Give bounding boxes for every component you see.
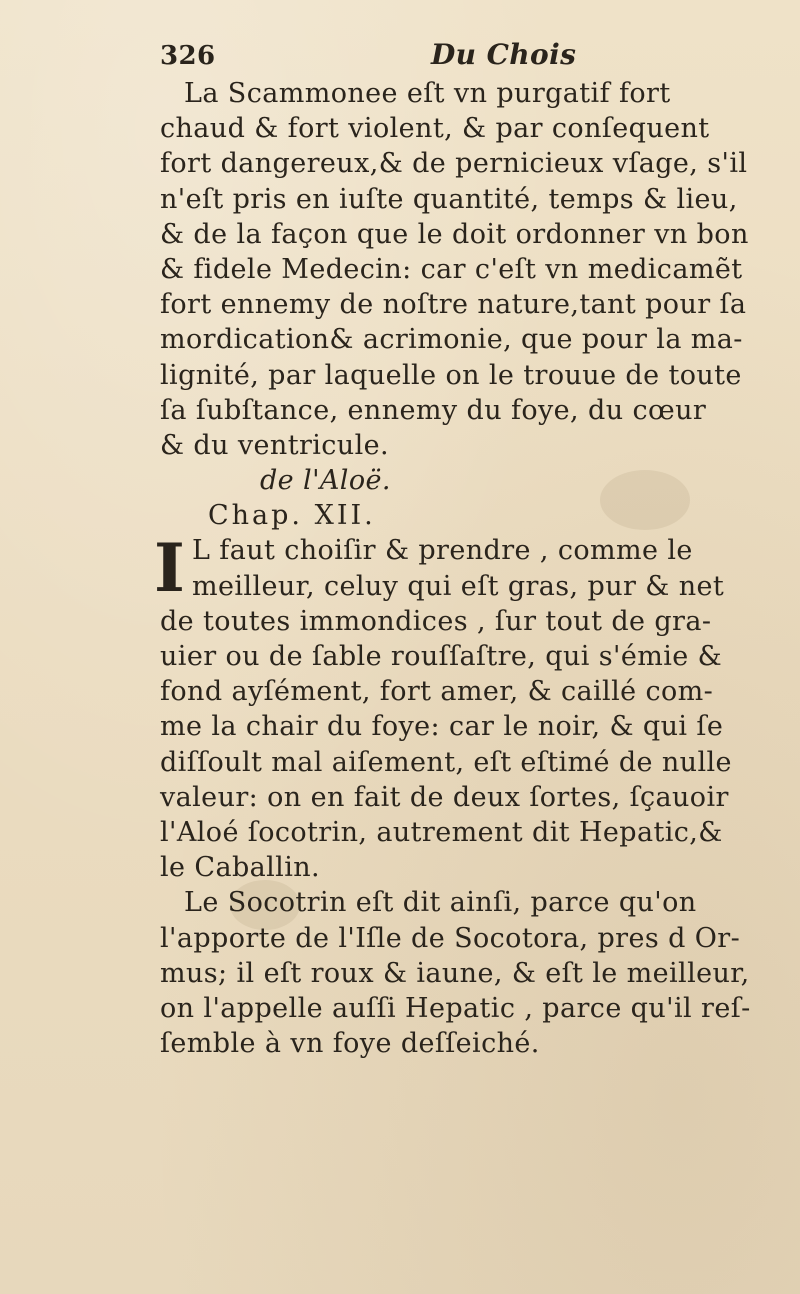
text-line: valeur: on en fait de deux ſortes, ſçauoir xyxy=(160,781,729,813)
text-line: uier ou de ſable rouſſaſtre, qui s'émie & xyxy=(160,641,723,672)
text-line-content: L faut choiſir & prendre , comme le xyxy=(192,535,693,567)
text-line: l'apporte de l'Iſle de Socotora, pres d Or- xyxy=(160,922,741,954)
text-line: La Scammonee eſt vn purgatif fort xyxy=(184,78,671,109)
text-line: me la chair du foye: car le noir, & qui ſe xyxy=(160,711,724,743)
page-number: 326 xyxy=(160,41,216,71)
text-line: meilleur, celuy qui eſt gras, pur & net xyxy=(192,570,725,602)
text-line: & fidele Medecin: car c'eſt vn medicamẽt xyxy=(160,253,743,285)
drop-cap: I xyxy=(154,529,186,608)
text-line: Le Socotrin eſt dit ainſi, parce qu'on xyxy=(184,887,697,919)
text-line: & du ventricule. xyxy=(160,429,389,461)
text-line: diſſoult mal aiſement, eſt eſtimé de nulle xyxy=(160,746,732,778)
text-line: de toutes immondices , ſur tout de gra- xyxy=(160,605,712,637)
page-header xyxy=(160,34,800,76)
text-line: fort dangereux,& de pernicieux vſage, s'il xyxy=(160,148,748,180)
text-line: n'eſt pris en iuſte quantité, temps & lieu, xyxy=(160,183,738,215)
text-line: fond ayſément, fort amer, & caillé com- xyxy=(160,676,714,708)
text-block xyxy=(154,34,800,1061)
text-line: mordication& acrimonie, que pour la ma- xyxy=(160,324,743,356)
text-line: ſemble à vn foye deſſeiché. xyxy=(160,1028,540,1060)
running-title: Du Chois xyxy=(430,38,577,71)
chapter-label: Chap. XII. xyxy=(208,500,376,532)
text-line: fort ennemy de noſtre nature,tant pour ſa xyxy=(160,289,747,321)
text-line: chaud & fort violent, & par conſequent xyxy=(160,113,710,145)
text-line: on l'appelle auſſi Hepatic , parce qu'il reſ- xyxy=(160,992,751,1024)
text-line: & de la façon que le doit ordonner vn bon xyxy=(160,218,749,250)
text-line: le Caballin. xyxy=(160,852,321,884)
section-heading: de l'Aloë. xyxy=(260,465,391,497)
text-line: lignité, par laquelle on le trouue de toute xyxy=(160,359,742,391)
text-line: l'Aloé ſocotrin, autrement dit Hepatic,& xyxy=(160,816,723,848)
text-line: ſa ſubſtance, ennemy du foye, du cœur xyxy=(160,394,707,426)
text-line: mus; il eſt roux & iaune, & eſt le meilleur, xyxy=(160,957,750,989)
